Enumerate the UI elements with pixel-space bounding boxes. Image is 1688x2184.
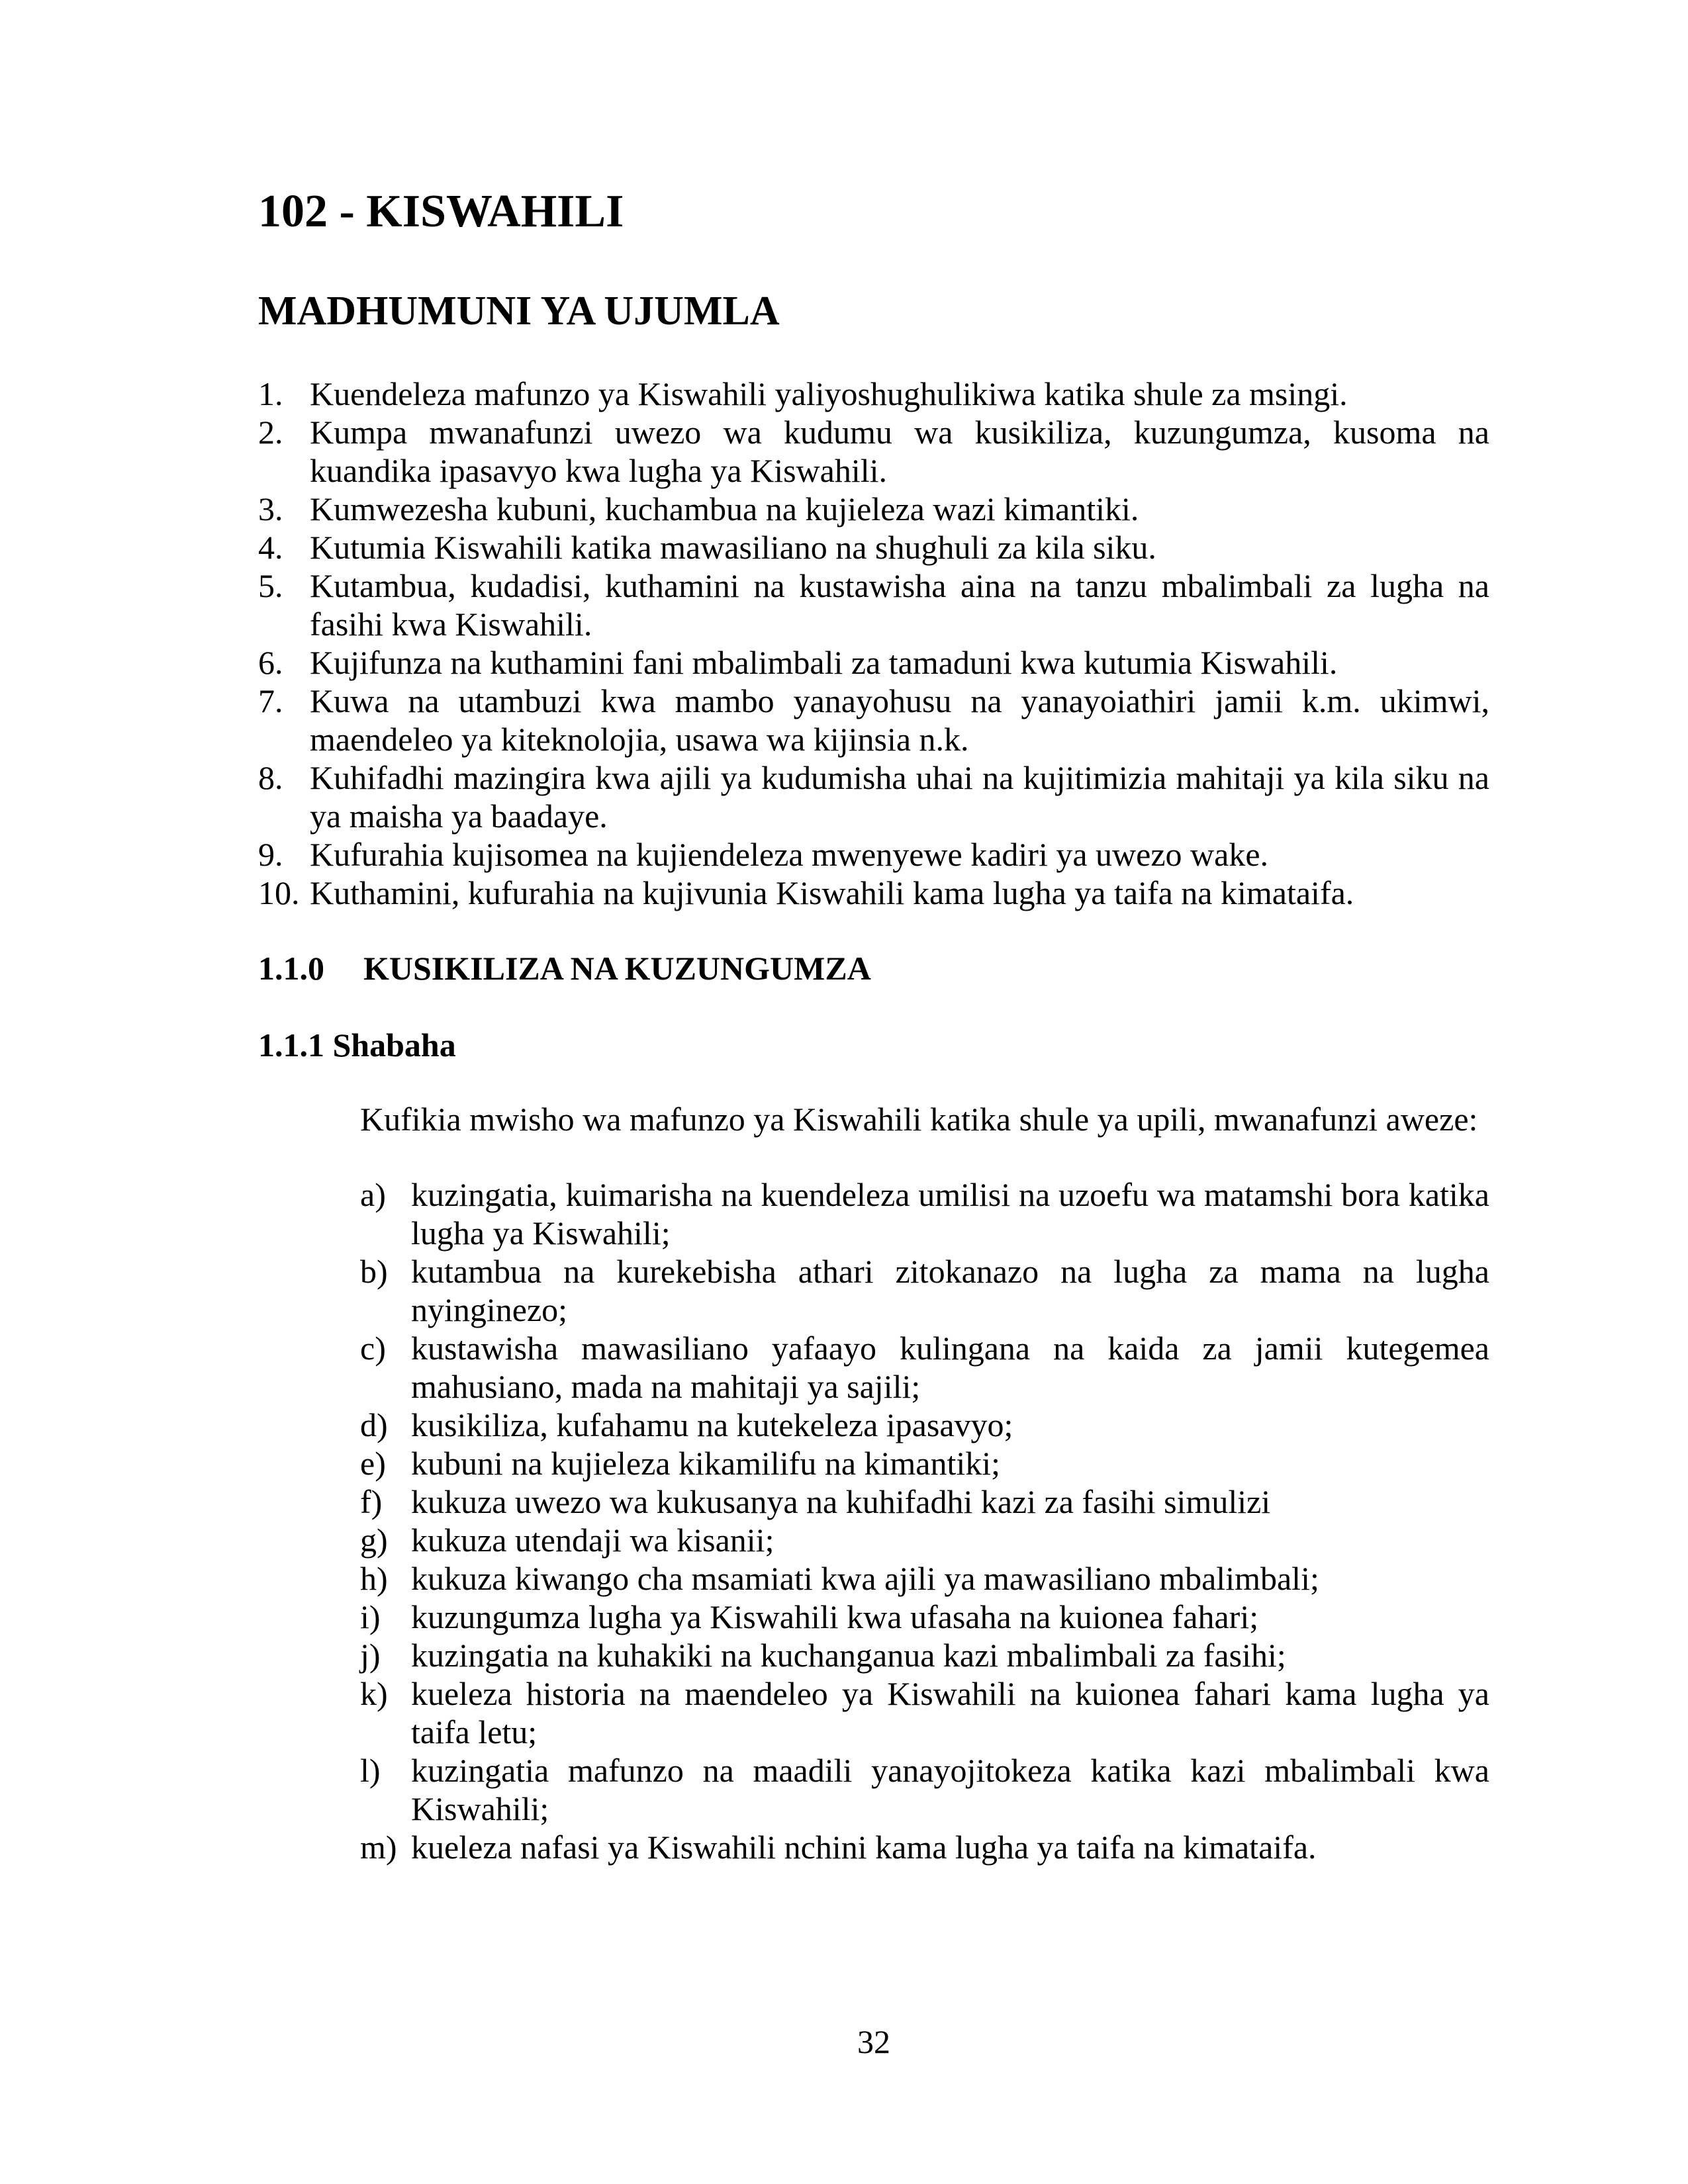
aim-item-k (258, 1674, 1489, 1751)
objective-text: Kumpa mwanafunzi uwezo wa kudumu wa kusikiliza, kuzungumza, kusoma na kuandika ipasavyo kwa lugha ya Kiswahili. (310, 414, 1489, 489)
aim-item-f (258, 1482, 1489, 1521)
objective-marker: 10. (258, 874, 300, 911)
page-title: 102 - KISWAHILI (258, 186, 624, 237)
aim-marker: i) (360, 1598, 381, 1635)
aim-marker: b) (360, 1253, 388, 1290)
aim-item-c (258, 1329, 1489, 1406)
objective-marker: 8. (258, 759, 283, 796)
aim-marker: g) (360, 1522, 388, 1559)
objective-text: Kutumia Kiswahili katika mawasiliano na shughuli za kila siku. (310, 529, 1156, 566)
aim-marker: a) (360, 1176, 386, 1213)
subtitle-madhumuni-ya-ujumla: MADHUMUNI YA UJUMLA (258, 289, 780, 334)
aim-text: kukuza utendaji wa kisanii; (411, 1522, 774, 1559)
objective-item-3 (258, 490, 1489, 528)
aim-text: kukuza uwezo wa kukusanya na kuhifadhi kazi za fasihi simulizi (411, 1483, 1271, 1520)
objective-marker: 4. (258, 529, 283, 566)
aim-marker: k) (360, 1675, 388, 1712)
objective-marker: 1. (258, 375, 283, 412)
section-heading-1-1-0 (258, 949, 1489, 987)
objective-item-9 (258, 835, 1489, 874)
objective-text: Kuwa na utambuzi kwa mambo yanayohusu na yanayoiathiri jamii k.m. ukimwi, maendeleo ya kiteknolojia, usawa wa kijinsia n.k. (310, 682, 1489, 758)
objective-text: Kuhifadhi mazingira kwa ajili ya kudumisha uhai na kujitimizia mahitaji ya kila siku na ya maisha ya baadaye. (310, 759, 1489, 835)
shabaha-aims-list (258, 1175, 1489, 1866)
aim-item-l (258, 1751, 1489, 1828)
aim-item-e (258, 1444, 1489, 1482)
objective-marker: 5. (258, 567, 283, 604)
objective-marker: 7. (258, 682, 283, 719)
objective-marker: 6. (258, 644, 283, 681)
aim-marker: j) (360, 1637, 381, 1674)
aim-text: kukuza kiwango cha msamiati kwa ajili ya mawasiliano mbalimbali; (411, 1560, 1319, 1597)
aim-item-b (258, 1252, 1489, 1329)
aim-item-j (258, 1636, 1489, 1674)
objective-item-1 (258, 375, 1489, 413)
objective-marker: 9. (258, 836, 283, 873)
aim-text: kueleza historia na maendeleo ya Kiswahili na kuionea fahari kama lugha ya taifa letu; (411, 1675, 1489, 1751)
objective-text: Kumwezesha kubuni, kuchambua na kujieleza wazi kimantiki. (310, 490, 1139, 527)
objective-marker: 3. (258, 490, 283, 527)
aim-item-d (258, 1406, 1489, 1444)
aim-text: kuzingatia na kuhakiki na kuchanganua kazi mbalimbali za fasihi; (411, 1637, 1286, 1674)
objective-item-5 (258, 567, 1489, 643)
aim-marker: f) (360, 1483, 383, 1520)
document-content (258, 0, 1489, 1866)
general-objectives-list (258, 375, 1489, 912)
aim-marker: m) (360, 1829, 397, 1866)
aim-marker: d) (360, 1406, 388, 1443)
aim-item-i (258, 1598, 1489, 1636)
subsection-heading-1-1-1-shabaha: 1.1.1 Shabaha (258, 1026, 456, 1064)
aim-text: kueleza nafasi ya Kiswahili nchini kama lugha ya taifa na kimataifa. (411, 1829, 1317, 1866)
objective-text: Kuendeleza mafunzo ya Kiswahili yaliyoshughulikiwa katika shule za msingi. (310, 375, 1348, 412)
section-number: 1.1.0 (258, 950, 324, 987)
aim-item-h (258, 1559, 1489, 1598)
objective-item-7 (258, 682, 1489, 758)
objective-text: Kujifunza na kuthamini fani mbalimbali za tamaduni kwa kutumia Kiswahili. (310, 644, 1338, 681)
objective-text: Kufurahia kujisomea na kujiendeleza mwenyewe kadiri ya uwezo wake. (310, 836, 1269, 873)
objective-item-10 (258, 874, 1489, 912)
aim-text: kuzingatia, kuimarisha na kuendeleza umilisi na uzoefu wa matamshi bora katika lugha ya Kiswahili; (411, 1176, 1489, 1251)
aim-item-g (258, 1521, 1489, 1559)
aim-text: kusikiliza, kufahamu na kutekeleza ipasavyo; (411, 1406, 1013, 1443)
aim-item-m (258, 1828, 1489, 1866)
page-number: 32 (857, 2023, 890, 2060)
aim-text: kutambua na kurekebisha athari zitokanazo na lugha za mama na lugha nyinginezo; (411, 1253, 1489, 1328)
aim-marker: c) (360, 1330, 386, 1367)
aim-marker: h) (360, 1560, 388, 1597)
objective-item-6 (258, 643, 1489, 682)
objective-item-2 (258, 413, 1489, 490)
aim-item-a (258, 1175, 1489, 1252)
section-title: KUSIKILIZA NA KUZUNGUMZA (363, 950, 871, 987)
aim-marker: e) (360, 1445, 386, 1482)
aim-text: kustawisha mawasiliano yafaayo kulingana na kaida za jamii kutegemea mahusiano, mada na mahitaji ya sajili; (411, 1330, 1489, 1405)
objective-marker: 2. (258, 414, 283, 451)
objective-item-4 (258, 528, 1489, 567)
aim-marker: l) (360, 1752, 381, 1789)
aim-text: kuzungumza lugha ya Kiswahili kwa ufasaha na kuionea fahari; (411, 1598, 1259, 1635)
objective-text: Kutambua, kudadisi, kuthamini na kustawisha aina na tanzu mbalimbali za lugha na fasihi kwa Kiswahili. (310, 567, 1489, 643)
objective-item-8 (258, 758, 1489, 835)
shabaha-intro-paragraph: Kufikia mwisho wa mafunzo ya Kiswahili katika shule ya upili, mwanafunzi aweze: (360, 1101, 1478, 1138)
aim-text: kuzingatia mafunzo na maadili yanayojitokeza katika kazi mbalimbali kwa Kiswahili; (411, 1752, 1489, 1827)
objective-text: Kuthamini, kufurahia na kujivunia Kiswahili kama lugha ya taifa na kimataifa. (310, 874, 1354, 911)
aim-text: kubuni na kujieleza kikamilifu na kimantiki; (411, 1445, 1001, 1482)
